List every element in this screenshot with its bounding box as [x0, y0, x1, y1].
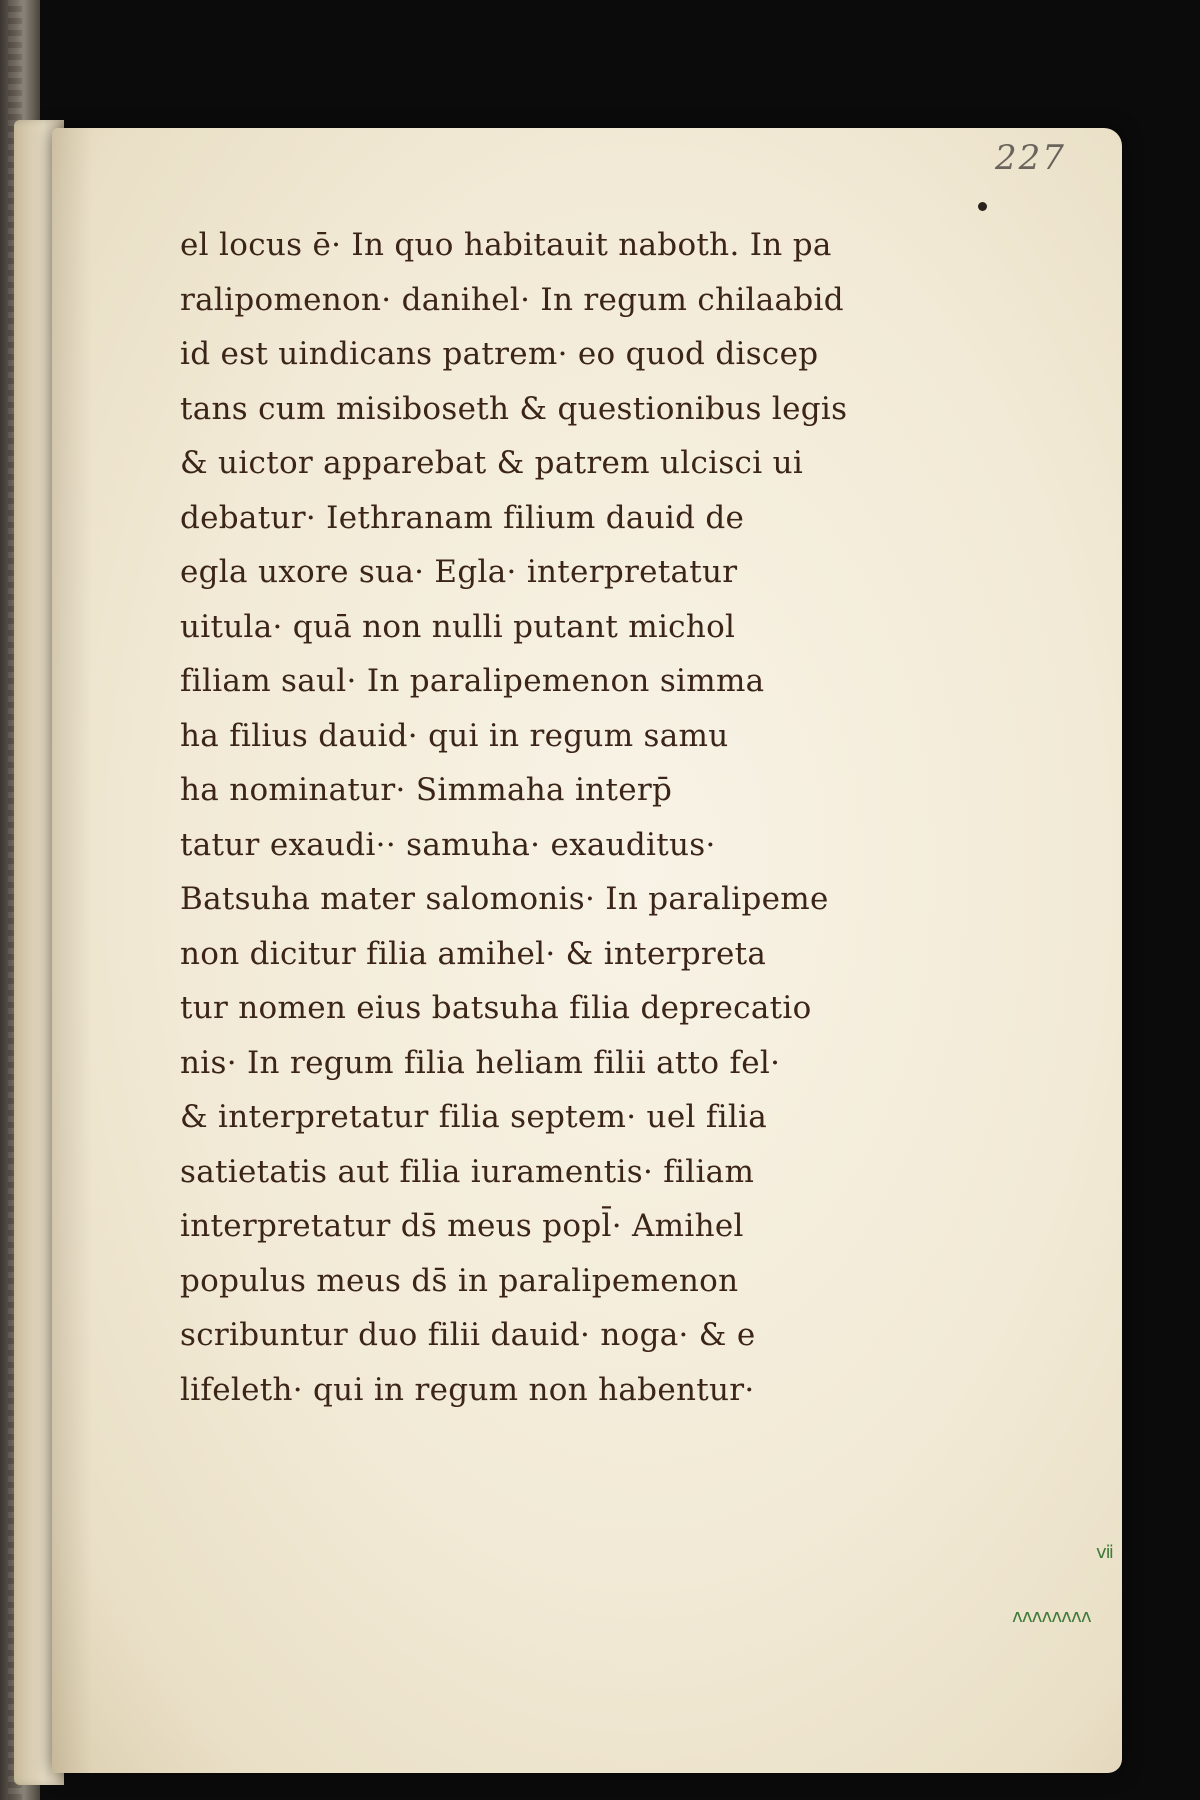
- text-line: populus meus ds̄ in paralipemenon: [180, 1262, 739, 1299]
- text-line: interpretatur ds̄ meus popl̄· Amihel: [180, 1208, 744, 1244]
- text-line: tatur exaudi·· samuha· exauditus·: [180, 826, 716, 863]
- text-line: & interpretatur filia septem· uel filia: [180, 1099, 768, 1135]
- text-line: egla uxore sua· Egla· interpretatur: [180, 554, 738, 590]
- text-line: nis· In regum filia heliam filii atto fel·: [180, 1044, 781, 1081]
- text-line: satietatis aut filia iuramentis· filiam: [180, 1153, 755, 1190]
- text-line: ralipomenon· danihel· In regum chilaabid: [180, 281, 844, 318]
- text-line: ha nominatur· Simmaha interp̄: [180, 772, 673, 808]
- folio-number: 227: [995, 138, 1066, 178]
- manuscript-text: [180, 218, 980, 1417]
- text-line: scribuntur duo filii dauid· noga· & e: [180, 1317, 756, 1353]
- text-line: Batsuha mater salomonis· In paralipeme: [180, 881, 829, 917]
- text-line: filiam saul· In paralipemenon simma: [180, 663, 765, 699]
- text-line: ha filius dauid· qui in regum samu: [180, 717, 729, 754]
- text-line: debatur· Iethranam filium dauid de: [180, 499, 745, 536]
- text-line: & uictor apparebat & patrem ulcisci ui: [180, 445, 804, 481]
- text-line: lifeleth· qui in regum non habentur·: [180, 1371, 755, 1408]
- text-line: id est uindicans patrem· eo quod discep: [180, 336, 819, 372]
- text-line: tur nomen eius batsuha filia deprecatio: [180, 990, 812, 1026]
- text-line: tans cum misiboseth & questionibus legis: [180, 390, 848, 427]
- text-line: uitula· quā non nulli putant michol: [180, 608, 736, 645]
- text-line: non dicitur filia amihel· & interpreta: [180, 935, 767, 972]
- ink-dot: [978, 202, 987, 211]
- green-stitch-mark: ⅶ: [1096, 1542, 1113, 1563]
- text-line: el locus ē· In quo habitauit naboth. In pa: [180, 227, 832, 263]
- green-stitch-mark: ʌʌʌʌʌʌʌʌ: [1012, 1606, 1091, 1627]
